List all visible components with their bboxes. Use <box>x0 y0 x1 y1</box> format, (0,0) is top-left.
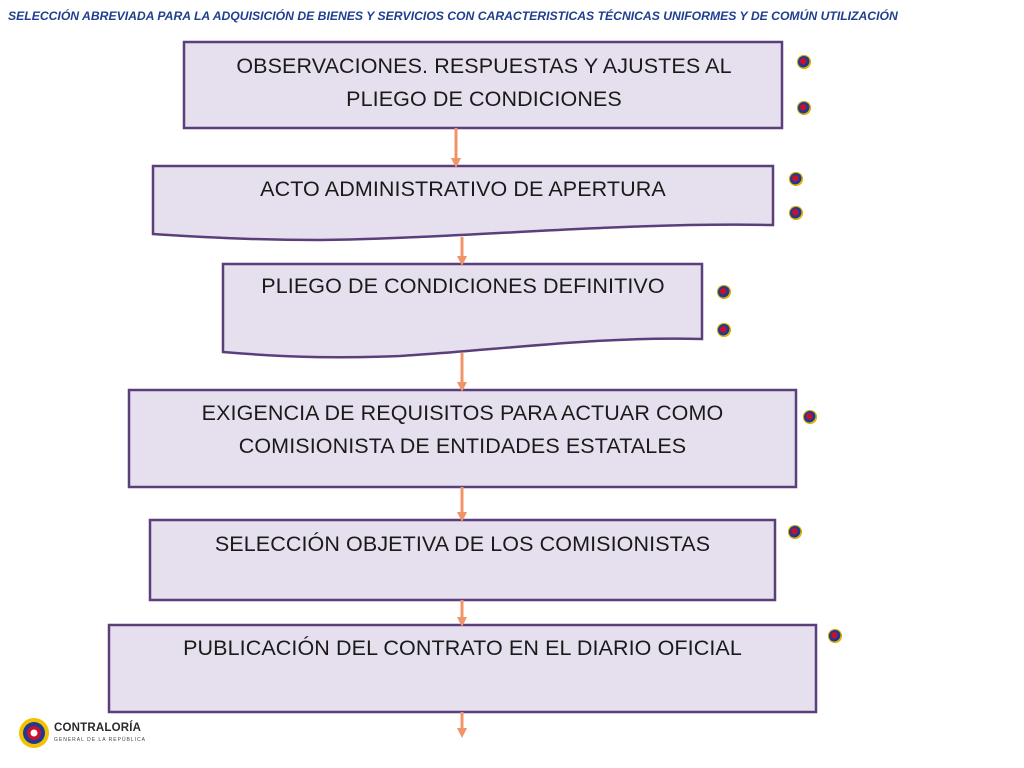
logo-name: CONTRALORÍA <box>54 722 142 734</box>
header-title: SELECCIÓN ABREVIADA PARA LA ADQUISICIÓN DE BIENES Y SERVICIOS CON CARACTERISTICAS TÉCNICAS UNIFORMES Y DE COMÚN UTILIZACIÓN <box>8 9 898 23</box>
bullet-marker-icon[interactable] <box>717 323 731 337</box>
bullet-marker-icon[interactable] <box>797 55 811 69</box>
bullet-marker-icon[interactable] <box>789 172 803 186</box>
step-label-4: EXIGENCIA DE REQUISITOS PARA ACTUAR COMO COMISIONISTA DE ENTIDADES ESTATALES <box>201 401 724 458</box>
step-label-1: OBSERVACIONES. RESPUESTAS Y AJUSTES AL PLIEGO DE CONDICIONES <box>236 54 732 111</box>
contraloria-logo <box>18 716 147 752</box>
bullet-marker-icon[interactable] <box>803 410 817 424</box>
contraloria-emblem-icon <box>18 717 50 749</box>
step-label-2: ACTO ADMINISTRATIVO DE APERTURA <box>260 177 666 201</box>
step-label-6: PUBLICACIÓN DEL CONTRATO EN EL DIARIO OFICIAL <box>183 636 742 660</box>
step-label-3: PLIEGO DE CONDICIONES DEFINITIVO <box>261 274 665 298</box>
bullet-marker-icon[interactable] <box>828 629 842 643</box>
bullet-marker-icon[interactable] <box>797 101 811 115</box>
logo-subtitle: GENERAL DE LA REPÚBLICA <box>54 737 147 743</box>
bullet-marker-icon[interactable] <box>717 285 731 299</box>
bullet-marker-icon[interactable] <box>789 206 803 220</box>
bullet-marker-icon[interactable] <box>788 525 802 539</box>
step-label-5: SELECCIÓN OBJETIVA DE LOS COMISIONISTAS <box>214 532 711 556</box>
